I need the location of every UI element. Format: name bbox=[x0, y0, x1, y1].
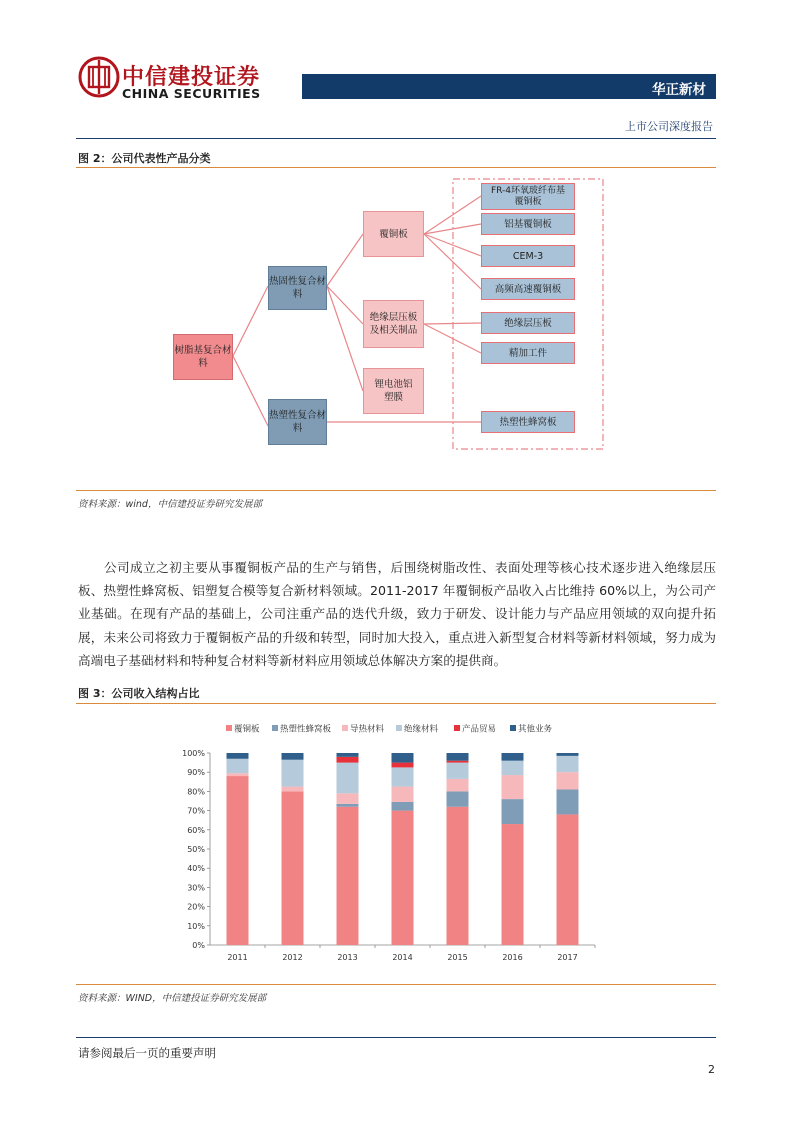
bar-2015-0 bbox=[447, 807, 469, 945]
company-name-en: CHINA SECURITIES bbox=[122, 86, 261, 101]
legend-label-1: 热塑性蜂窝板 bbox=[280, 724, 332, 735]
leaf-fr4-ccl: FR-4环氧玻纤布基覆铜板 bbox=[481, 183, 575, 210]
legend-swatch-0 bbox=[226, 725, 232, 731]
bar-2016-5 bbox=[502, 753, 524, 761]
node-ccl: 覆铜板 bbox=[363, 211, 424, 257]
bar-2013-2 bbox=[337, 793, 359, 804]
bar-2014-5 bbox=[392, 753, 414, 763]
y-tick-label-0: 0% bbox=[192, 941, 205, 950]
bar-2014-1 bbox=[392, 802, 414, 811]
y-tick-label-3: 30% bbox=[187, 883, 205, 893]
legend-swatch-5 bbox=[510, 725, 516, 731]
x-tick-label-2014: 2014 bbox=[392, 953, 413, 962]
node-insulation-laminate: 绝缘层压板及相关制品 bbox=[363, 300, 424, 348]
y-tick-label-10: 100% bbox=[182, 749, 205, 758]
bar-2014-0 bbox=[392, 811, 414, 945]
figure3-title: 图 3：公司收入结构占比 bbox=[78, 687, 200, 700]
bar-2017-0 bbox=[557, 814, 579, 945]
bar-2015-2 bbox=[447, 779, 469, 791]
footer-rule bbox=[76, 1037, 716, 1038]
legend-swatch-1 bbox=[272, 725, 278, 731]
x-tick-label-2015: 2015 bbox=[447, 953, 468, 962]
x-tick-label-2017: 2017 bbox=[557, 953, 578, 962]
legend-swatch-2 bbox=[342, 725, 348, 731]
bar-2013-3 bbox=[337, 763, 359, 794]
bar-2011-0 bbox=[227, 776, 249, 945]
legend-swatch-4 bbox=[454, 725, 460, 731]
page-number: 2 bbox=[708, 1063, 715, 1076]
bar-2012-2 bbox=[282, 787, 304, 792]
y-tick-label-2: 20% bbox=[187, 902, 205, 912]
legend-label-4: 产品贸易 bbox=[462, 724, 497, 735]
figure3-bottom-rule bbox=[76, 984, 716, 985]
report-type: 上市公司深度报告 bbox=[625, 120, 713, 133]
leaf-cem3: CEM-3 bbox=[481, 245, 575, 267]
figure2-bottom-rule bbox=[76, 490, 716, 491]
bar-2011-2 bbox=[227, 773, 249, 776]
y-tick-label-1: 10% bbox=[187, 921, 205, 931]
node-thermoset: 热固性复合材料 bbox=[268, 266, 327, 310]
bar-2017-3 bbox=[557, 756, 579, 772]
bar-2014-2 bbox=[392, 787, 414, 802]
y-tick-label-9: 90% bbox=[187, 768, 205, 778]
legend-swatch-3 bbox=[396, 725, 402, 731]
legend-label-3: 绝缘材料 bbox=[404, 724, 439, 735]
legend-label-0: 覆铜板 bbox=[234, 724, 260, 735]
bar-2015-3 bbox=[447, 763, 469, 779]
bar-2013-1 bbox=[337, 804, 359, 807]
node-battery-film: 锂电池铝塑膜 bbox=[363, 368, 424, 414]
bar-2013-5 bbox=[337, 753, 359, 757]
legend-label-5: 其他业务 bbox=[518, 724, 553, 735]
leaf-thermoplastic-honeycomb: 热塑性蜂窝板 bbox=[481, 411, 575, 433]
y-tick-label-8: 80% bbox=[187, 787, 205, 797]
bar-2014-3 bbox=[392, 767, 414, 786]
bar-2016-1 bbox=[502, 799, 524, 824]
product-tree-diagram bbox=[0, 0, 793, 500]
bar-2015-1 bbox=[447, 791, 469, 806]
bar-2012-0 bbox=[282, 791, 304, 945]
footer-disclaimer: 请参阅最后一页的重要声明 bbox=[78, 1046, 216, 1060]
x-tick-label-2012: 2012 bbox=[282, 953, 303, 962]
leaf-precision-parts: 精加工件 bbox=[481, 342, 575, 364]
figure3-source: 资料来源：WIND，中信建投证券研究发展部 bbox=[78, 993, 267, 1004]
bar-2017-2 bbox=[557, 772, 579, 789]
bar-2016-3 bbox=[502, 761, 524, 775]
bar-2012-3 bbox=[282, 760, 304, 787]
x-tick-label-2013: 2013 bbox=[337, 953, 358, 962]
bar-2011-3 bbox=[227, 759, 249, 773]
bar-2015-4 bbox=[447, 761, 469, 763]
company-name-cn: 中信建投证券 bbox=[122, 65, 261, 90]
bar-2016-0 bbox=[502, 824, 524, 945]
revenue-structure-chart bbox=[170, 714, 610, 974]
figure3-top-rule bbox=[76, 703, 716, 704]
leaf-aluminum-ccl: 铝基覆铜板 bbox=[481, 213, 575, 235]
leaf-high-frequency-ccl: 高频高速覆铜板 bbox=[481, 278, 575, 300]
bar-2013-4 bbox=[337, 757, 359, 763]
bar-2013-0 bbox=[337, 807, 359, 945]
figure2-title: 图 2：公司代表性产品分类 bbox=[78, 152, 211, 165]
node-thermoplastic: 热塑性复合材料 bbox=[268, 399, 327, 445]
stock-name: 华正新材 bbox=[652, 82, 706, 98]
bar-2015-5 bbox=[447, 753, 469, 761]
leaf-insulation-laminate: 绝缘层压板 bbox=[481, 312, 575, 334]
bar-2017-1 bbox=[557, 789, 579, 814]
bar-2017-5 bbox=[557, 753, 579, 756]
x-tick-label-2016: 2016 bbox=[502, 953, 523, 962]
bar-2014-4 bbox=[392, 763, 414, 768]
bar-2016-2 bbox=[502, 775, 524, 799]
y-tick-label-6: 60% bbox=[187, 825, 205, 835]
legend-label-2: 导热材料 bbox=[350, 724, 385, 735]
x-tick-label-2011: 2011 bbox=[227, 953, 248, 962]
y-tick-label-4: 40% bbox=[187, 864, 205, 874]
node-resin-composite: 树脂基复合材料 bbox=[173, 334, 233, 380]
y-tick-label-5: 50% bbox=[187, 845, 205, 854]
figure2-source: 资料来源：wind，中信建投证券研究发展部 bbox=[78, 499, 262, 510]
bar-2012-5 bbox=[282, 753, 304, 760]
y-tick-label-7: 70% bbox=[187, 806, 205, 816]
bar-2011-5 bbox=[227, 753, 249, 759]
body-paragraph: 公司成立之初主要从事覆铜板产品的生产与销售，后围绕树脂改性、表面处理等核心技术逐步进入绝缘层压板、热塑性蜂窝板、铝塑复合模等复合新材料领域。2011-2017 年覆铜板产品收入占比维持 60%以上，为公司产业基础。在现有产品的基础上，公司注重产品的迭代升级，致力于研发、设计能力与产品应用领域的双向提升拓展，未来公司将致力于覆铜板产品的升级和转型，同时加大投入，重点进入新型复合材料等新材料领域，努力成为高端电子基础材料和特种复合材料等新材料应用领域总体解决方案的提供商。 bbox=[78, 560, 716, 668]
